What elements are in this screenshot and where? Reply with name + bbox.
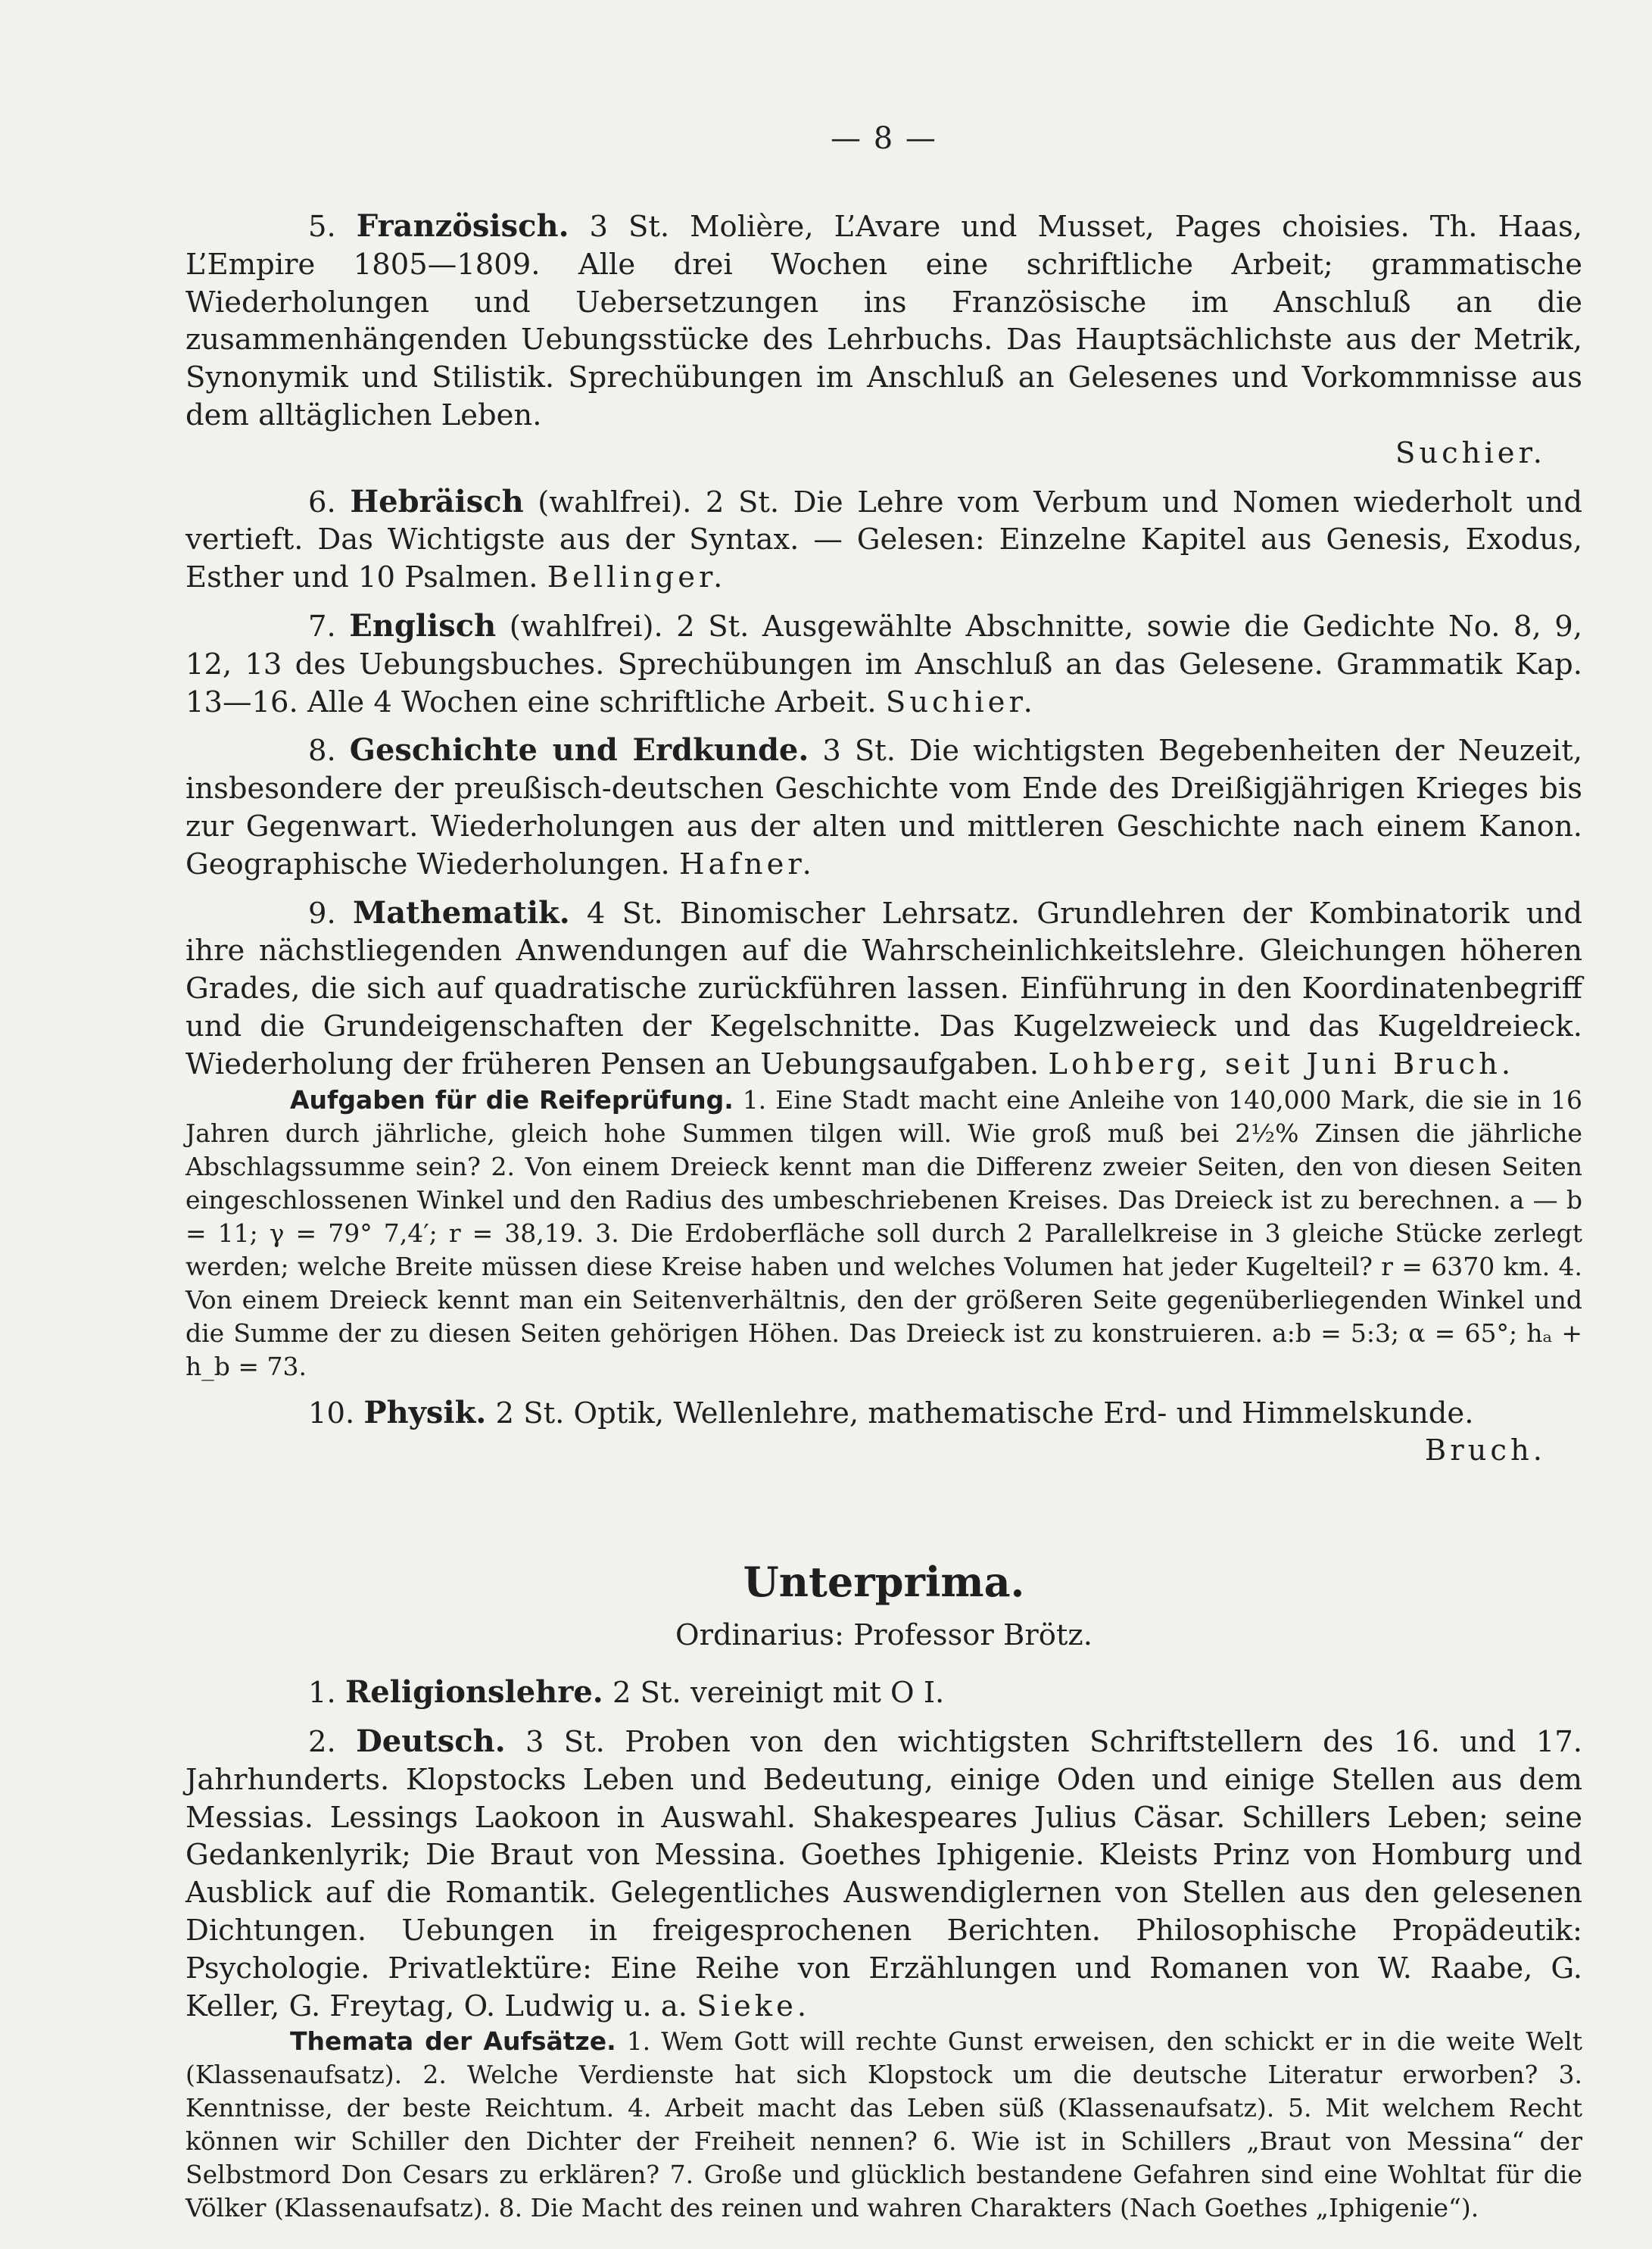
reifepruefung-text: [185, 1084, 1582, 1383]
subject-title: Deutsch.: [356, 1723, 506, 1759]
unterprima-section: [185, 1673, 1582, 2025]
subject-title: Englisch: [349, 607, 497, 644]
teacher-name: Sieke.: [697, 1989, 811, 2023]
themata-block: [185, 2025, 1582, 2225]
subject-title: Mathematik.: [352, 894, 570, 931]
teacher-name: Suchier.: [885, 685, 1036, 719]
subject-entry-physik: 10. Physik. 2 St. Optik, Wellenlehre, mathematische Erd- und Himmelskunde.: [308, 1394, 1474, 1430]
ordinarius-line: Ordinarius: Professor Brötz.: [675, 1618, 1093, 1653]
subject-text: 3 St. Proben von den wichtigsten Schriftstellern des 16. und 17. Jahrhunderts. Klopstocks Leben und Bedeutung, einige Oden und einige Stellen aus dem Messias. Lessings Laokoon in Auswahl. Shakespeares Julius Cäsar. Schillers Leben; seine Gedankenlyrik; Die Braut von Messina. Goethes Iphigenie. Kleists Prinz von Homburg und Ausblick auf die Romantik. Gelegentliches Auswendiglernen von Stellen aus den gelesenen Dichtungen. Uebungen in freigesprochenen Berichten. Philosophische Propädeutik: Psychologie. Privatlektüre: Eine Reihe von Erzählungen und Romanen von W. Raabe, G. Keller, G. Freytag, O. Ludwig u. a.: [185, 1724, 1582, 2023]
subject-entry-englisch: 7. Englisch (wahlfrei). 2 St. Ausgewählte Abschnitte, sowie die Gedichte No. 8, 9, 12, 13 des Uebungsbuches. Sprechübungen im Anschluß an das Gelesene. Grammatik Kap. 13—16. Alle 4 Wochen eine schriftliche Arbeit. Suchier.: [185, 607, 1582, 719]
section-heading-unterprima: Unterprima.: [743, 1558, 1025, 1607]
page-number: — 8 —: [831, 121, 937, 156]
themata-label: Themata der Aufsätze.: [290, 2026, 616, 2057]
themata-topics: 1. Wem Gott will rechte Gunst erweisen, den schickt er in die weite Welt (Klassenaufsatz). 2. Welche Verdienste hat sich Klopstock um die deutsche Literatur erworben? 3. Kenntnisse, der beste Reichtum. 4. Arbeit macht das Leben süß (Klassenaufsatz). 5. Mit welchem Recht können wir Schiller den Dichter der Freiheit nennen? 6. Wie ist in Schillers „Braut von Messina“ der Selbstmord Don Cesars zu erklären? 7. Große und glücklich bestandene Gefahren sind eine Wohltat für die Völker (Klassenaufsatz). 8. Die Macht des reinen und wahren Charakters (Nach Goethes „Iphigenie“).: [185, 2026, 1582, 2223]
subject-entry-mathematik: 9. Mathematik. 4 St. Binomischer Lehrsatz. Grundlehren der Kombinatorik und ihre nächstliegenden Anwendungen auf die Wahrscheinlichkeitslehre. Gleichungen höheren Grades, die sich auf quadratische zurückführen lassen. Einführung in den Koordinatenbegriff und die Grundeigenschaften der Kegelschnitte. Das Kugelzweieck und das Kugeldreieck. Wiederholung der früheren Pensen an Uebungsaufgaben. Lohberg, seit Juni Bruch.: [185, 894, 1582, 1081]
subject-text: (wahlfrei). 2 St. Ausgewählte Abschnitte, sowie die Gedichte No. 8, 9, 12, 13 des Uebungsbuches. Sprechübungen im Anschluß an das Gelesene. Grammatik Kap. 13—16. Alle 4 Wochen eine schriftliche Arbeit.: [185, 609, 1582, 719]
reifepruefung-block: [185, 1084, 1582, 1383]
subject-title: Geschichte und Erdkunde.: [349, 732, 809, 769]
subject-entry-franzoesisch: 5. Französisch. 3 St. Molière, L’Avare und Musset, Pages choisies. Th. Haas, L’Empire 1805—1809. Alle drei Wochen eine schriftliche Arbeit; grammatische Wiederholungen und Uebersetzungen ins Französische im Anschluß an die zusammenhängenden Uebungsstücke des Lehrbuchs. Das Hauptsächlichste aus der Metrik, Synonymik und Stilistik. Sprechübungen im Anschluß an Gelesenes und Vorkommnisse aus dem alltäglichen Leben.: [185, 208, 1582, 432]
subject-entry-deutsch: 2. Deutsch. 3 St. Proben von den wichtigsten Schriftstellern des 16. und 17. Jahrhunderts. Klopstocks Leben und Bedeutung, einige Oden und einige Stellen aus dem Messias. Lessings Laokoon in Auswahl. Shakespeares Julius Cäsar. Schillers Leben; seine Gedankenlyrik; Die Braut von Messina. Goethes Iphigenie. Kleists Prinz von Homburg und Ausblick auf die Romantik. Gelegentliches Auswendiglernen von Stellen aus den gelesenen Dichtungen. Uebungen in freigesprochenen Berichten. Philosophische Propädeutik: Psychologie. Privatlektüre: Eine Reihe von Erzählungen und Romanen von W. Raabe, G. Keller, G. Freytag, O. Ludwig u. a. Sieke.: [185, 1723, 1582, 2023]
subject-text: 2 St. vereinigt mit O I.: [612, 1676, 945, 1711]
subject-title: Physik.: [363, 1394, 487, 1430]
subject-title: Religionslehre.: [344, 1674, 603, 1711]
teacher-name: Lohberg, seit Juni Bruch.: [1048, 1047, 1515, 1081]
teacher-name: Bruch.: [1424, 1433, 1546, 1468]
subject-title: Französisch.: [356, 208, 569, 244]
reifepruefung-label: Aufgaben für die Reifeprüfung.: [290, 1084, 734, 1115]
subject-entry-religion: 1. Religionslehre. 2 St. vereinigt mit O I.: [308, 1674, 945, 1711]
subject-text: 3 St. Die wichtigsten Begebenheiten der Neuzeit, insbesondere der preußisch-deutschen Geschichte vom Ende des Dreißigjährigen Krieges bis zur Gegenwart. Wiederholungen aus der alten und mittleren Geschichte nach einem Kanon. Geographische Wiederholungen.: [185, 734, 1582, 881]
reifepruefung-tasks: 1. Eine Stadt macht eine Anleihe von 140,000 Mark, die sie in 16 Jahren durch jährliche, gleich hohe Summen tilgen will. Wie groß muß bei 2½% Zinsen die jährliche Abschlagssumme sein? 2. Von einem Dreieck kennt man die Differenz zweier Seiten, den von diesen Seiten eingeschlossenen Winkel und den Radius des umbeschriebenen Kreises. Das Dreieck ist zu berechnen. a — b = 11; γ = 79° 7,4′; r = 38,19. 3. Die Erdoberfläche soll durch 2 Parallelkreise in 3 gleiche Stücke zerlegt werden; welche Breite müssen diese Kreise haben und welches Volumen hat jeder Kugelteil? r = 6370 km. 4. Von einem Dreieck kennt man ein Seitenverhältnis, den der größeren Seite gegenüberliegenden Winkel und die Summe der zu diesen Seiten gehörigen Höhen. Das Dreieck ist zu konstruieren. a:b = 5:3; α = 65°; hₐ + h_b = 73.: [185, 1084, 1583, 1381]
subject-text: 3 St. Molière, L’Avare und Musset, Pages choisies. Th. Haas, L’Empire 1805—1809. Alle drei Wochen eine schriftliche Arbeit; grammatische Wiederholungen und Uebersetzungen ins Französische im Anschluß an die zusammenhängenden Uebungsstücke des Lehrbuchs. Das Hauptsächlichste aus der Metrik, Synonymik und Stilistik. Sprechübungen im Anschluß an Gelesenes und Vorkommnisse aus dem alltäglichen Leben.: [185, 210, 1582, 432]
oberprima-continued-section: [185, 207, 1582, 1084]
physik-section: [185, 1394, 1582, 1471]
subject-text: 2 St. Optik, Wellenlehre, mathematische Erd- und Himmelskunde.: [495, 1396, 1474, 1430]
subject-title: Hebräisch: [350, 483, 524, 519]
teacher-name: Suchier.: [1395, 435, 1546, 470]
subject-entry-geschichte: 8. Geschichte und Erdkunde. 3 St. Die wichtigsten Begebenheiten der Neuzeit, insbesondere der preußisch-deutschen Geschichte vom Ende des Dreißigjährigen Krieges bis zur Gegenwart. Wiederholungen aus der alten und mittleren Geschichte nach einem Kanon. Geographische Wiederholungen. Hafner.: [185, 732, 1582, 881]
teacher-name: Bellinger.: [547, 560, 727, 595]
themata-text: [185, 2025, 1582, 2225]
subject-text: (wahlfrei). 2 St. Die Lehre vom Verbum und Nomen wiederholt und vertieft. Das Wichtigste aus der Syntax. — Gelesen: Einzelne Kapitel aus Genesis, Exodus, Esther und 10 Psalmen.: [185, 485, 1582, 595]
page-content: [185, 121, 1582, 2225]
teacher-name: Hafner.: [679, 847, 815, 881]
subject-text: 4 St. Binomischer Lehrsatz. Grundlehren der Kombinatorik und ihre nächstliegenden Anwendungen auf die Wahrscheinlichkeitslehre. Gleichungen höheren Grades, die sich auf quadratische zurückführen lassen. Einführung in den Koordinatenbegriff und die Grundeigenschaften der Kegelschnitte. Das Kugelzweieck und das Kugeldreieck. Wiederholung der früheren Pensen an Uebungsaufgaben.: [185, 896, 1582, 1081]
subject-entry-hebraeisch: 6. Hebräisch (wahlfrei). 2 St. Die Lehre vom Verbum und Nomen wiederholt und vertieft. Das Wichtigste aus der Syntax. — Gelesen: Einzelne Kapitel aus Genesis, Exodus, Esther und 10 Psalmen. Bellinger.: [185, 483, 1582, 595]
